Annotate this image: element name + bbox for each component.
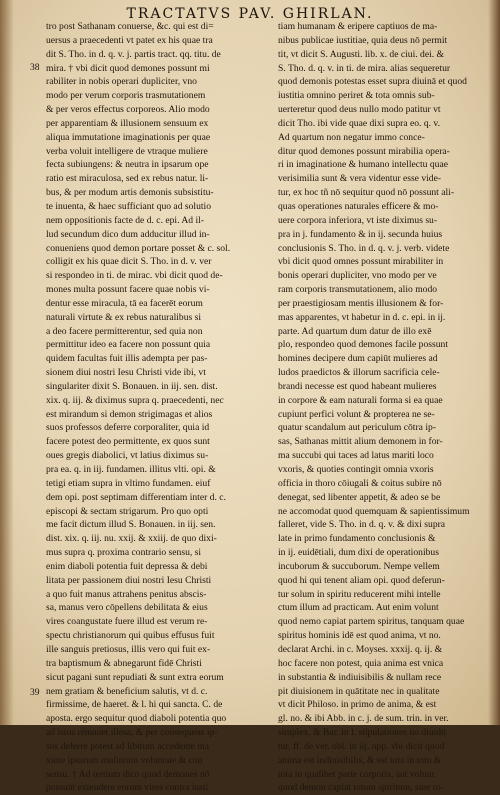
- text-line: quas operationes naturales efficere & mo-: [278, 200, 439, 212]
- text-line: ad istos remanet illesa, & per consequens ip-: [46, 727, 218, 739]
- text-line: modo per verum corporis trasmutationem: [46, 90, 206, 102]
- text-line: mira. † vbi dicit quod demones possunt mi: [46, 62, 210, 74]
- text-line: tur, ex hoc tñ nō sequitur quod nō possunt ali-: [278, 187, 455, 199]
- text-line: tur, ff. de ver. obl. in iij. opp. vbi dicit quod: [278, 740, 445, 752]
- text-line: suos professos deferre corporaliter, quia id: [46, 422, 210, 434]
- text-line: lud secundum dico dum adducitur illud in-: [46, 228, 210, 240]
- text-line: dicit Tho. ibi vide quae dixi supra eo. q. v.: [278, 117, 440, 129]
- text-line: quidem facultas fuit illis adempta per pas-: [46, 353, 208, 365]
- text-line: in corpore & eam naturali forma si ea quae: [278, 394, 443, 406]
- text-line: ram corporis transmutationem, alio modo: [278, 284, 438, 296]
- text-line: bonis operari dupliciter, vno modo per ve: [278, 270, 437, 282]
- text-line: ma succubi qui taces ad latus mariti loco: [278, 450, 434, 462]
- text-line: pit diuisionem in quātitate nec in qualitate: [278, 685, 440, 697]
- text-line: mas apparentes, vt habetur in d. c. epi. in ij.: [278, 311, 446, 323]
- text-line: colligit ex his quae dicit S. Tho. in d. v. ver: [46, 256, 212, 268]
- text-line: per apparentiam & illusionem sensuum ex: [46, 117, 209, 129]
- text-line: nibus publicae iustitiae, quia deus nō permit: [278, 34, 448, 46]
- text-line: vt dicit Philoso. in primo de anima, & est: [278, 699, 437, 711]
- text-line: tro post Sathanam conuerse, &c. qui est di=: [46, 21, 214, 32]
- text-line: cupiunt perfici volunt & propterea ne se-: [278, 408, 435, 420]
- text-line: ctum illum ad practicam. Aut enim volunt: [278, 602, 439, 614]
- text-line: gl. no. & ibi Abb. in c. j. de sum. trin. in ver.: [278, 713, 449, 725]
- text-line: tota in qualibet parte corporis, aut volunt: [278, 768, 435, 780]
- text-line: litata per passionem diui nostri Iesu Christi: [46, 574, 212, 586]
- text-line: hoc facere non potest, quia anima est vnica: [278, 657, 444, 669]
- text-line: sicut pagani sunt repudiati & sunt extra eorum: [46, 671, 224, 683]
- text-line: sas, Sathanas mittit alium demonem in for-: [278, 436, 443, 448]
- text-line: tra baptismum & abnegarunt fidē Christi: [46, 657, 202, 669]
- text-line: falleret, vide S. Tho. in d. q. v. & dixi supra: [278, 519, 446, 531]
- text-line: permittitur ideo ea facere non possunt quia: [46, 339, 211, 351]
- text-line: Ad quartum non negatur immo conce-: [278, 131, 425, 143]
- text-line: sensu. † Ad tertium dico quod demones nō: [46, 768, 210, 780]
- text-line: verisimilia sunt & vera videntur esse vide-: [278, 173, 442, 185]
- page-edge-shadow-left: [0, 0, 14, 725]
- text-line: dist. xix. q. iij. nu. xxij. & xxiij. de quo dixi-: [46, 533, 217, 545]
- text-line: a quo fuit manus attrahens penitus abscis-: [46, 588, 207, 600]
- text-line: a deo facere permitterentur, sed quia non: [46, 325, 203, 337]
- text-line: anima est indiuisibilis, & est tota in toto &: [278, 754, 442, 766]
- text-line: xime ipsarum mulierum voluntate & con: [46, 754, 203, 766]
- text-line: spiritus hominis idē est quod anima, vt no.: [278, 630, 441, 642]
- text-line: ille sanguis pretiosus, illis vero qui fuit ex-: [46, 643, 211, 655]
- text-line: sionem diui nostri Iesu Christi vide ibi, vt: [46, 367, 206, 379]
- text-line: tur solum in spiritu reducerent mihi intelle: [278, 588, 441, 600]
- text-line: ri in imaginatione & humano intellectu quae: [278, 159, 448, 171]
- text-line: brandi necesse est quod habeant mulieres: [278, 380, 437, 392]
- text-line: tit, vt dicit S. Augusti. lib. x. de ciui. dei. &: [278, 48, 445, 60]
- text-line: homines decipere dum capiūt mulieres ad: [278, 353, 438, 365]
- text-line: quod hi qui tenent aliam opi. quod deferun-: [278, 574, 445, 586]
- text-line: & per veros effectus corporeos. Alio modo: [46, 104, 210, 116]
- text-line: fecta subiungens: & neutra in ipsarum ope: [46, 159, 209, 171]
- text-line: quod demonis potestas esset supra diuinā et quod: [278, 76, 467, 88]
- text-line: parte. Ad quartum dum datur de illo exē: [278, 325, 432, 337]
- text-line: officia in thoro cōiugali & coitus subire nō: [278, 477, 442, 489]
- text-line: plo, respondeo quod demones facile possunt: [278, 339, 448, 351]
- text-line: uersus a praecedenti vt patet ex his quae tra: [46, 34, 213, 46]
- text-line: nem gratiam & beneficium salutis, vt d. c.: [46, 685, 208, 697]
- text-line: facere potest deo permittente, ex quos sunt: [46, 436, 210, 448]
- text-line: in substantia & indiuisibilis & nullam rece: [278, 671, 442, 683]
- text-line: denegat, sed libenter appetit, & adeo se be: [278, 491, 441, 503]
- right-text-column: [278, 20, 496, 795]
- text-line: per praestigiosam mentis illusionem & for-: [278, 297, 444, 309]
- running-header: TRACTATVS PAV. GHIRLAN.: [126, 6, 374, 22]
- text-line: iustitia omnino periret & tota omnis sub-: [278, 90, 435, 102]
- text-line: tetigi etiam supra in vltimo fundamen. eiuf: [46, 477, 211, 489]
- text-line: incuborum & succuborum. Nempe vellem: [278, 560, 440, 572]
- left-text-column: [46, 20, 274, 795]
- text-line: aposta. ergo sequitur quod diaboli potentia quo: [46, 713, 227, 725]
- text-line: ne accomodat quod quemquam & sapientissimum: [278, 505, 470, 517]
- text-line: quod nemo capiat partem spiritus, tanquam quae: [278, 616, 465, 628]
- text-line: mones multa possunt facere quae nobis vi-: [46, 284, 210, 296]
- text-line: sa, manus vero cōpellens debilitata & eius: [46, 602, 208, 614]
- text-line: firmissime, de haeret. & l. hi qui sancta. C. de: [46, 699, 223, 711]
- text-line: sos deferre potest ad libitum accedente ma: [46, 740, 210, 752]
- text-line: conueniens quod demon portare posset & c. sol.: [46, 242, 231, 254]
- text-line: vxoris, & quoties contingit omnia vxoris: [278, 464, 434, 475]
- text-line: spectu christianorum qui quibus effusus fuit: [46, 630, 215, 642]
- text-line: uere corpora inferiora, vt iste diximus su-: [278, 214, 438, 226]
- text-line: verba voluit intelligere de vtraque muliere: [46, 145, 208, 157]
- text-line: nem oppositionis facte de d. c. epi. Ad il-: [46, 214, 204, 226]
- text-line: dentur esse miracula, tā ea facerēt eorum: [46, 297, 203, 309]
- text-line: aliqua immutatione imaginationis per quae: [46, 131, 211, 143]
- text-line: bus, & per modum artis demonis subsistitu-: [46, 187, 214, 199]
- text-line: episcopi & sectam strigarum. Pro quo opti: [46, 505, 209, 517]
- text-line: singulariter dixit S. Bonauen. in iij. sen. dist.: [46, 380, 218, 392]
- text-line: dit S. Tho. in d. q. v. j. partis tract. qq. titu. de: [46, 48, 221, 60]
- text-line: enim diaboli potentia fuit depressa & debi: [46, 560, 208, 572]
- text-line: in ij. euidētiali, dum dixi de operationibus: [278, 547, 439, 559]
- text-line: mus supra q. proxima contrario sensu, si: [46, 547, 202, 559]
- text-line: quatur scandalum aut periculum cōtra ip-: [278, 422, 436, 434]
- text-line: ludos praedictos & illorum sacrificia cele-: [278, 367, 440, 379]
- margin-line-number: 38: [30, 62, 40, 73]
- text-line: vbi dicit quod omnes possunt mirabiliter in: [278, 256, 444, 268]
- text-line: rabiliter in nobis operari dupliciter, vno: [46, 76, 197, 88]
- text-line: simplex. & Bar. in l. stipulationes no diuidū: [278, 727, 446, 739]
- text-line: late in primo fundamento conclusionis &: [278, 533, 436, 545]
- text-line: dem opi. post septimam differentiam inter d. c.: [46, 491, 226, 503]
- text-line: uerteretur quod deus nullo modo patitur vt: [278, 104, 441, 116]
- text-line: pra in j. fundamento & in ij. secunda huius: [278, 228, 443, 240]
- text-line: si respondeo in ti. de mirac. vbi dicit quod de-: [46, 270, 223, 282]
- text-line: ratio est miraculosa, sed ex rebus natur. li-: [46, 173, 209, 185]
- text-line: conclusionis S. Tho. in d. q. v. j. verb. videte: [278, 242, 450, 254]
- text-line: possunt extendere eorum vires contra iusti: [46, 782, 209, 794]
- text-line: oues gregis diabolici, vt latius diximus su-: [46, 450, 209, 462]
- text-line: naturali virtute & ex rebus naturalibus si: [46, 311, 202, 323]
- text-line: tiam humanam & eripere captiuos de ma-: [278, 21, 438, 32]
- text-line: pra ea. q. in iij. fundamen. illitus vlti. opi. &: [46, 464, 216, 475]
- text-line: me facit dictum illud S. Bonauen. in iij. sen.: [46, 519, 216, 531]
- text-line: ditur quod demones possunt mirabilia opera-: [278, 145, 450, 157]
- text-line: est mirandum si demon strigimagas et alios: [46, 408, 213, 420]
- text-line: xix. q. iij. & diximus supra q. praecedenti, nec: [46, 394, 224, 406]
- margin-line-number: 39: [30, 687, 40, 698]
- text-line: S. Tho. d. q. v. in ti. de mira. alias sequeretur: [278, 62, 451, 74]
- text-line: quod demon capiat totum spiritum, sine ro-: [278, 782, 444, 794]
- text-line: declarat Archi. in c. Moyses. xxxij. q. ij. &: [278, 643, 443, 655]
- text-line: vires coangustate fuere illud est verum re-: [46, 616, 208, 628]
- text-line: te inuenta, & haec sufficiant quo ad solutio: [46, 200, 212, 212]
